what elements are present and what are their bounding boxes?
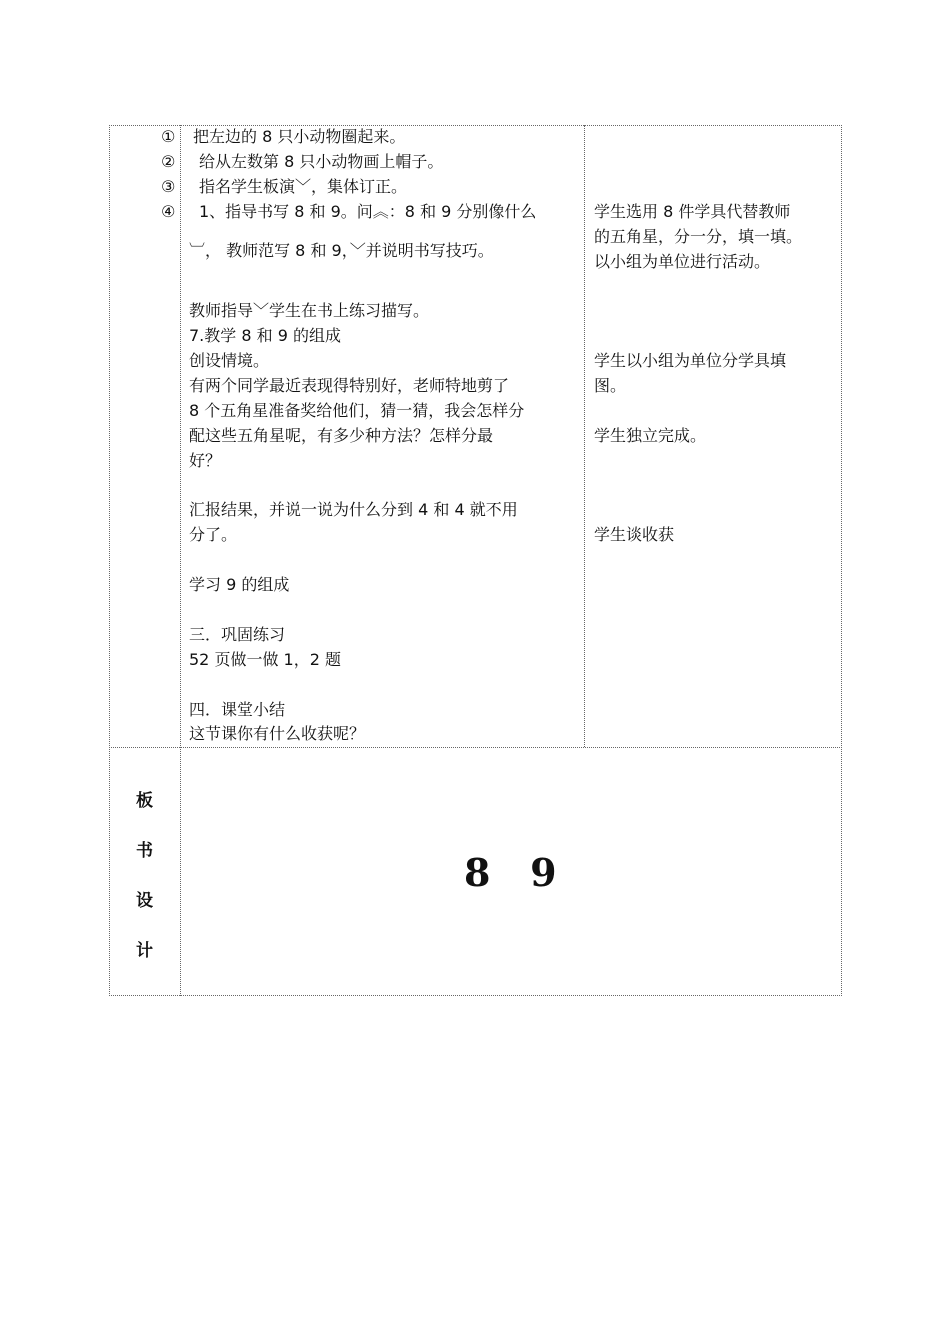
board-label-char: 板 (136, 791, 153, 811)
teacher-text: 52 页做一做 1，2 题 (189, 650, 341, 669)
step-line: 给从左数第 8 只小动物画上帽子。 (199, 152, 444, 171)
teacher-text: 汇报结果，并说一说为什么分到 4 和 4 就不用 (189, 500, 518, 519)
student-text: 以小组为单位进行活动。 (594, 252, 771, 271)
step-number: ④ (161, 202, 176, 221)
board-label-char: 书 (136, 841, 153, 861)
teacher-text: 分了。 (189, 525, 238, 544)
board-label-char: 计 (136, 941, 153, 961)
step-line: 1、指导书写 8 和 9。问︽：8 和 9 分别像什么 (199, 202, 537, 221)
step-number: ③ (161, 177, 176, 196)
student-text: 的五角星，分一分，填一填。 (594, 227, 803, 246)
row-divider (109, 747, 842, 748)
teacher-text: 好？ (189, 451, 222, 470)
column-divider-right (584, 125, 585, 747)
teacher-text: 学习 9 的组成 (189, 575, 290, 594)
step-number: ① (161, 127, 176, 146)
column-divider-left (180, 125, 181, 996)
student-text: 学生谈收获 (594, 525, 675, 544)
teacher-text: 这节课你有什么收获呢？ (189, 724, 366, 743)
student-text: 图。 (594, 376, 627, 395)
teacher-text: 7.教学 8 和 9 的组成 (189, 326, 341, 345)
teacher-text: 四．课堂小结 (189, 700, 286, 719)
student-text: 学生选用 8 件学具代替教师 (594, 202, 791, 221)
student-text: 学生以小组为单位分学具填 (594, 351, 787, 370)
teacher-text: 教师指导﹀学生在书上练习描写。 (189, 301, 430, 320)
teacher-text: 有两个同学最近表现得特别好，老师特地剪了 (189, 376, 510, 395)
board-numbers: 8 9 (464, 850, 557, 895)
teacher-text: 创设情境。 (189, 351, 270, 370)
board-label-char: 设 (136, 891, 153, 911)
student-text: 学生独立完成。 (594, 426, 707, 445)
step-line: 指名学生板演﹀，集体订正。 (199, 177, 408, 196)
step-line: 把左边的 8 只小动物圈起来。 (193, 127, 406, 146)
step-number: ② (161, 152, 176, 171)
teacher-text: 三．巩固练习 (189, 625, 286, 644)
teacher-text: ︺， 教师范写 8 和 9，﹀并说明书写技巧。 (189, 241, 494, 260)
teacher-text: 8 个五角星准备奖给他们，猜一猜，我会怎样分 (189, 401, 525, 420)
teacher-text: 配这些五角星呢，有多少种方法？怎样分最 (189, 426, 494, 445)
